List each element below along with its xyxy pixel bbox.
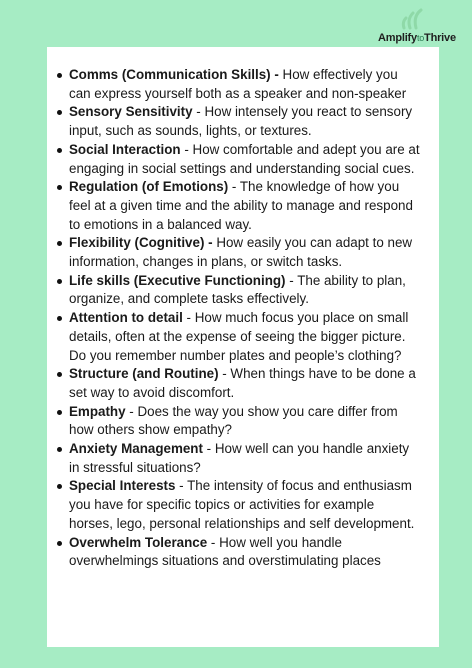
list-item xyxy=(69,141,421,178)
item-term: Sensory Sensitivity xyxy=(69,104,193,120)
list-item xyxy=(69,534,421,571)
item-term: Comms (Communication Skills) - xyxy=(69,67,279,82)
item-description: - How comfortable and adept you are at engaging in social settings and understanding social cues. xyxy=(69,141,420,176)
trait-list xyxy=(69,66,421,571)
item-description: - How intensely you react to sensory input, such as sounds, lights, or textures. xyxy=(69,104,413,139)
list-item xyxy=(69,365,421,402)
list-item xyxy=(69,66,421,103)
brand-name: AmplifytoThrive xyxy=(378,32,456,44)
list-item xyxy=(69,403,421,440)
item-description: - How well you handle overwhelmings situations and overstimulating places xyxy=(69,534,381,569)
item-description: - The knowledge of how you feel at a given time and the ability to manage and respond to emotions in a balanced way. xyxy=(69,179,413,232)
item-term: Regulation (of Emotions) xyxy=(69,179,229,195)
item-term: Overwhelm Tolerance xyxy=(69,534,208,550)
item-description: - The intensity of focus and enthusiasm you have for specific topics or activities for example horses, lego, personal relationships and self development. xyxy=(69,478,415,531)
list-item xyxy=(69,234,421,271)
content-card xyxy=(47,47,439,647)
item-description: - Does the way you show you care differ from how others show empathy? xyxy=(69,403,398,438)
item-description: - How well can you handle anxiety in stressful situations? xyxy=(69,441,410,475)
list-item xyxy=(69,440,421,477)
item-term: Life skills (Executive Functioning) xyxy=(69,272,286,288)
item-term: Empathy xyxy=(69,403,126,419)
item-term: Flexibility (Cognitive) - xyxy=(69,235,213,251)
item-term: Anxiety Management xyxy=(69,441,203,457)
brand-logo xyxy=(378,8,470,46)
item-description: How effectively you can express yourself both as a speaker and non-speaker xyxy=(69,67,407,101)
list-item xyxy=(69,477,421,533)
item-term: Structure (and Routine) xyxy=(69,366,219,382)
list-item xyxy=(69,272,421,309)
item-description: How easily you can adapt to new information, changes in plans, or switch tasks. xyxy=(69,235,413,270)
list-item xyxy=(69,309,421,365)
item-description: - How much focus you place on small details, often at the expense of seeing the bigger picture. Do you remember number plates and people’s clothing? xyxy=(69,310,409,363)
list-item xyxy=(69,103,421,140)
item-description: - The ability to plan, organize, and complete tasks effectively. xyxy=(69,272,406,307)
sound-wave-icon xyxy=(400,8,426,30)
item-term: Attention to detail xyxy=(69,310,183,326)
item-term: Social Interaction xyxy=(69,141,181,157)
item-description: - When things have to be done a set way to avoid discomfort. xyxy=(69,366,416,400)
list-item xyxy=(69,178,421,234)
item-term: Special Interests xyxy=(69,478,176,494)
